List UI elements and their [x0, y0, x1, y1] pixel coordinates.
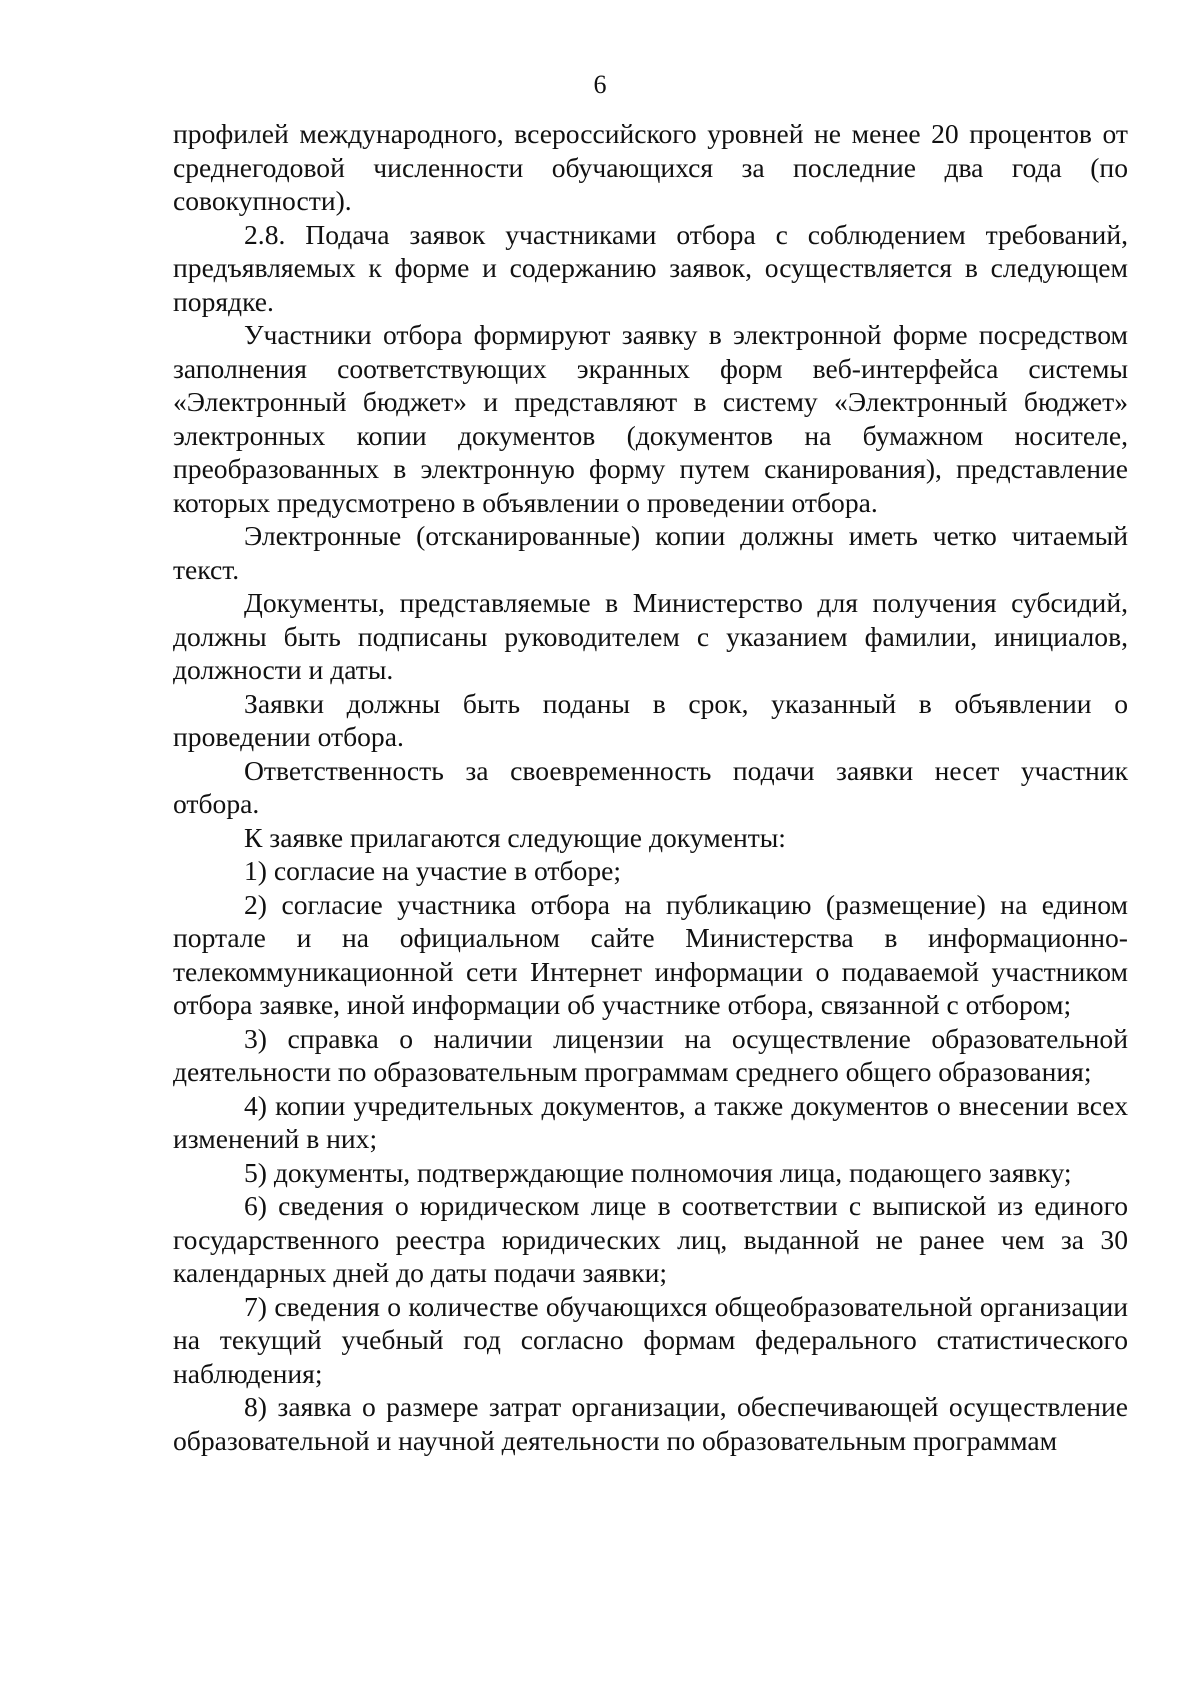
paragraph: Электронные (отсканированные) копии должны иметь четко читаемый текст. — [173, 520, 1128, 585]
paragraph: К заявке прилагаются следующие документы: — [244, 821, 786, 853]
list-item: 3) справка о наличии лицензии на осуществление образовательной деятельности по образовательным программам среднего общего образования; — [173, 1022, 1128, 1087]
paragraph: Участники отбора формируют заявку в электронной форме посредством заполнения соответствующих экранных форм веб-интерфейса системы «Электронный бюджет» и представляют в систему «Электронный бюджет» электронных копии документов (документов на бумажном носителе, преобразованных в электронную форму путем сканирования), представление которых предусмотрено в объявлении о проведении отбора. — [173, 319, 1128, 518]
list-item: 8) заявка о размере затрат организации, обеспечивающей осуществление образовательной и научной деятельности по образовательным программам — [173, 1391, 1128, 1456]
list-item: 5) документы, подтверждающие полномочия лица, подающего заявку; — [244, 1156, 1072, 1188]
paragraph: Документы, представляемые в Министерство для получения субсидий, должны быть подписаны руководителем с указанием фамилии, инициалов, должности и даты. — [173, 587, 1128, 685]
paragraph: 2.8. Подача заявок участниками отбора с соблюдением требований, предъявляемых к форме и содержанию заявок, осуществляется в следующем порядке. — [173, 218, 1128, 317]
list-item: 7) сведения о количестве обучающихся общеобразовательной организации на текущий учебный год согласно формам федерального статистического наблюдения; — [173, 1290, 1128, 1389]
paragraph: Заявки должны быть поданы в срок, указанный в объявлении о проведении отбора. — [173, 687, 1128, 752]
list-item: 4) копии учредительных документов, а также документов о внесении всех изменений в них; — [173, 1089, 1128, 1154]
list-item: 6) сведения о юридическом лице в соответствии с выпиской из единого государственного реестра юридических лиц, выданной не ранее чем за 30 календарных дней до даты подачи заявки; — [173, 1190, 1128, 1288]
paragraph: профилей международного, всероссийского уровней не менее 20 процентов от среднегодовой численности обучающихся за последние два года (по совокупности). — [173, 118, 1128, 216]
list-item: 2) согласие участника отбора на публикацию (размещение) на едином портале и на официальном сайте Министерства в информационно-телекоммуникационной сети Интернет информации о подаваемой участником отбора заявке, иной информации об участнике отбора, связанной с отбором; — [173, 888, 1128, 1020]
page-number: 6 — [593, 70, 607, 99]
document-body — [173, 117, 1128, 1457]
list-item: 1) согласие на участие в отборе; — [244, 855, 622, 886]
paragraph: Ответственность за своевременность подачи заявки несет участник отбора. — [173, 754, 1128, 819]
